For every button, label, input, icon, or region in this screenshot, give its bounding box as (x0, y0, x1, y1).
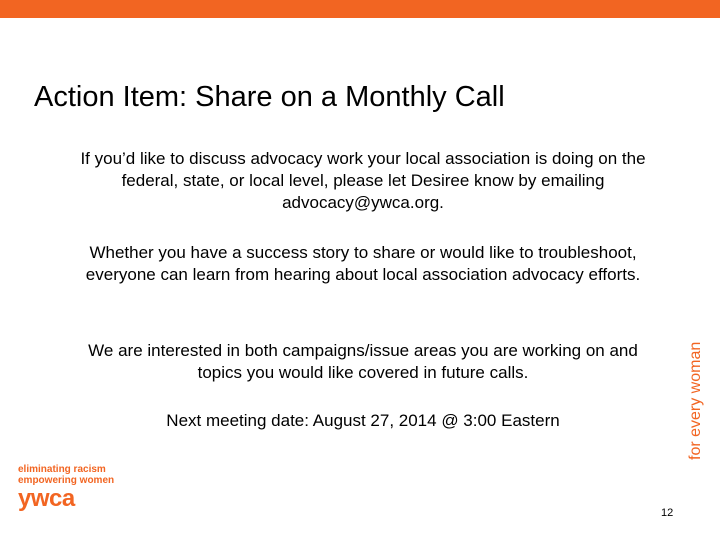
paragraph-interests: We are interested in both campaigns/issue areas you are working on and topics you would like covered in future calls. (88, 341, 638, 382)
ywca-logo (18, 464, 118, 514)
slide-title: Action Item: Share on a Monthly Call (34, 81, 505, 113)
logo-line-racism: eliminating racism (18, 464, 106, 475)
paragraph-success-story: Whether you have a success story to share or would like to troubleshoot, everyone can learn from hearing about local association advocacy efforts. (85, 243, 641, 284)
logo-wordmark: ywca (18, 485, 75, 512)
next-meeting-date: Next meeting date: August 27, 2014 @ 3:00 Eastern (166, 411, 560, 430)
logo-line-women: empowering women (18, 475, 115, 486)
page-number: 12 (661, 507, 674, 519)
paragraph-discuss-advocacy: If you’d like to discuss advocacy work your local association is doing on the federal, state, or local level, please let Desiree know by emailing advocacy@ywca.org. (80, 149, 646, 212)
top-accent-bar (0, 0, 720, 18)
tagline: for every woman (687, 341, 704, 460)
